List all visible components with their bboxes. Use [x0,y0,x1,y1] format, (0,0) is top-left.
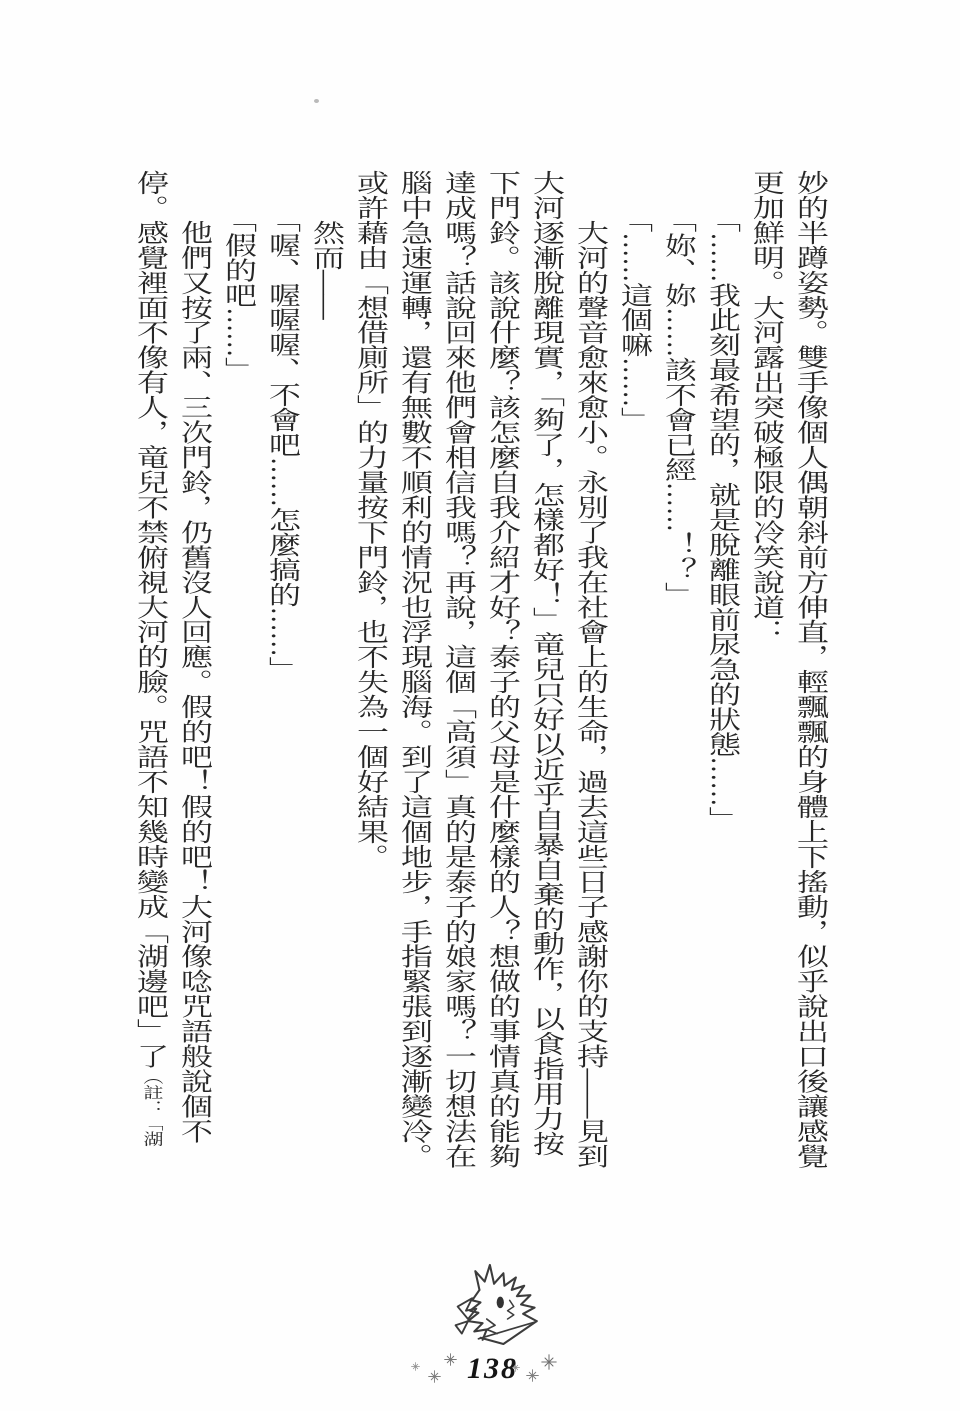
dragon-doodle-illustration [441,1260,545,1355]
text-column [129,170,173,1184]
text-column: 下門鈴。該說什麼？該怎麼自我介紹才好？泰子的父母是什麼樣的人？想做的事情真的能夠 [485,170,521,1169]
sparkle-icon [541,1354,557,1370]
sparkle-icon [428,1370,441,1383]
text-column: 更加鮮明。大河露出突破極限的冷笑說道： [749,170,785,645]
text-column: 大河的聲音愈來愈小。永別了我在社會上的生命，過去這些日子感謝你的支持——見到 [573,170,609,1169]
text-column: 或許藉由「想借廁所」的力量按下門鈴，也不失為一個好結果。 [353,170,389,869]
sparkle-icon [444,1353,457,1366]
text-column-main: 停。感覺裡面不像有人，竜兒不禁俯視大河的臉。咒語不知幾時變成「湖邊吧」了 [133,170,169,1069]
scan-speck [314,99,319,103]
sparkle-icon [411,1362,420,1371]
footnote-text: （註：「湖 [140,1068,162,1147]
text-column: 「喔、喔喔喔、不會吧……怎麼搞的……」 [265,170,301,682]
text-column: 他們又按了兩、三次門鈴，仍舊沒人回應。假的吧！假的吧！大河像唸咒語般說個不 [177,170,213,1144]
sparkle-icon [526,1369,539,1382]
text-column: 「……這個嘛……」 [617,170,653,433]
vertical-text-block [129,170,833,1184]
text-column: 腦中急速運轉，還有無數不順利的情況也浮現腦海。到了這個地步，手指緊張到逐漸變冷。 [397,170,433,1169]
text-column: 「……我此刻最希望的，就是脫離眼前尿急的狀態……」 [705,170,741,832]
text-column: 達成嗎？話說回來他們會相信我嗎？再說，這個「高須」真的是泰子的娘家嗎？一切想法在 [441,170,477,1169]
text-column: 「假的吧……」 [221,170,257,383]
page-number: 138 [467,1352,518,1385]
text-column: 妙的半蹲姿勢。雙手像個人偶朝斜前方伸直，輕飄飄的身體上下搖動，似乎說出口後讓感覺 [793,170,829,1169]
text-column: 大河逐漸脫離現實，「夠了，怎樣都好！」竜兒只好以近乎自暴自棄的動作，以食指用力按 [529,170,565,1156]
text-column: 「妳、妳……該不會已經……！？」 [661,170,697,607]
text-column: 然而—— [309,170,345,320]
